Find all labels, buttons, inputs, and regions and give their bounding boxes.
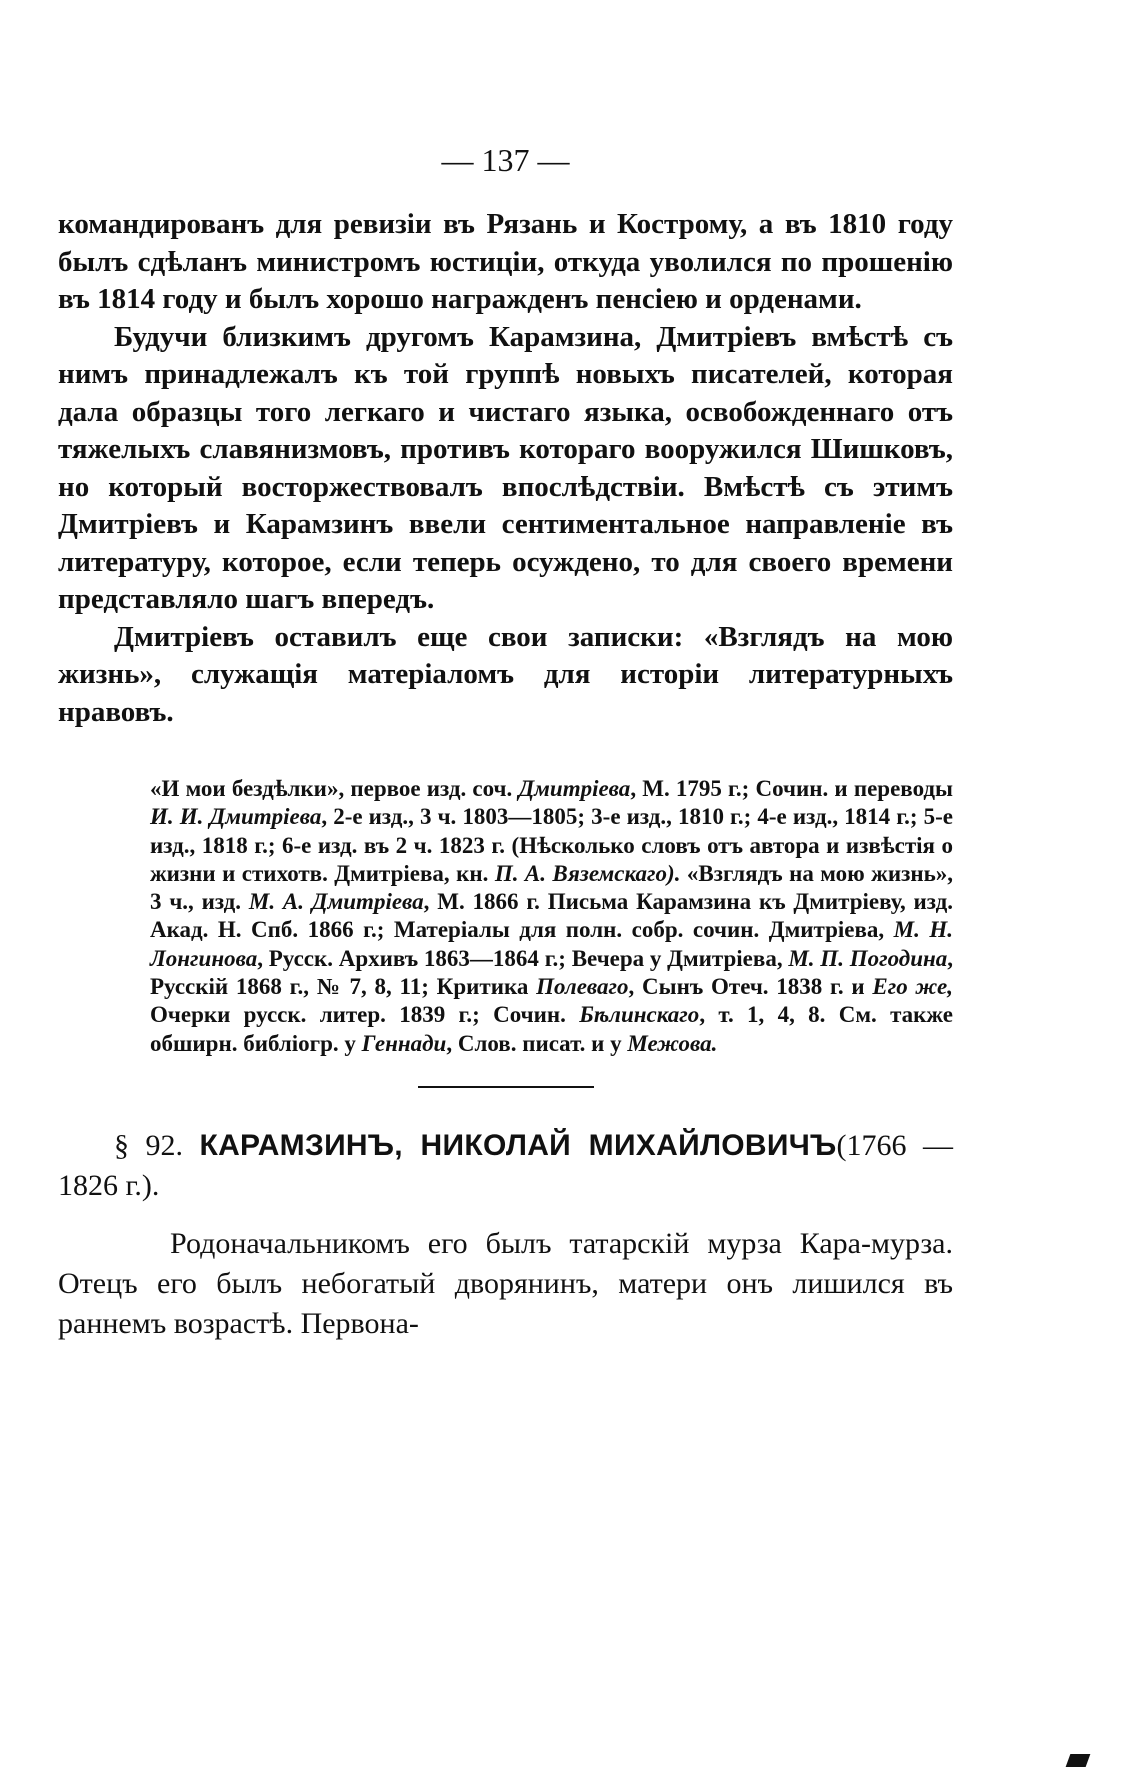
- note-segment: , Русскій 1868 г., № 7, 8, 11; Критика: [150, 945, 954, 1000]
- note-segment: , М. 1795 г.; Сочин. и переводы: [630, 776, 953, 801]
- book-page: [58, 140, 953, 1344]
- note-segment: «Взглядъ на мою жизнь», 3 ч., изд.: [150, 860, 953, 915]
- note-segment-italic: Полеваго: [536, 974, 629, 1000]
- note-segment: , М. 1866 г. Письма Карамзина къ Дмитріеву, изд. Акад. Н. Спб. 1866 г.; Матеріалы для полн. собр. сочин. Дмитріева,: [150, 889, 953, 943]
- note-segment-italic: П. А. Вяземскаго).: [494, 860, 681, 886]
- ink-blot-mark: [1066, 1754, 1091, 1767]
- note-segment-italic: Геннади: [361, 1030, 447, 1056]
- note-segment-italic: И. И. Дмитріева: [150, 804, 322, 830]
- note-segment-italic: М. П. Погодина: [788, 945, 948, 971]
- bibliography-note: [150, 775, 953, 1058]
- section-years: (1766 — 1826 г.).: [58, 1128, 954, 1202]
- note-segment: «И мои бездѣлки», первое изд. соч.: [150, 776, 519, 801]
- section-divider: [418, 1086, 594, 1088]
- page-number: — 137 —: [441, 142, 570, 178]
- note-segment: , 2-е изд., 3 ч. 1803—1805; 3-е изд., 1810 г.; 4-е изд., 1814 г.; 5-е изд., 1818 г.; 6-е изд. въ 2 ч. 1823 г. (Нѣсколько словъ отъ автора и извѣстія о жизни и стихотв. Дмитріева, кн.: [150, 804, 954, 886]
- section-title: КАРАМЗИНЪ, НИКОЛАЙ МИХАЙЛОВИЧЪ: [199, 1128, 837, 1162]
- note-segment-italic: М. А. Дмитріева: [248, 889, 424, 915]
- section-number: § 92.: [114, 1128, 183, 1162]
- note-segment: , Сынъ Отеч. 1838 г. и: [628, 974, 873, 1000]
- note-segment: Очерки русск. литер. 1839 г.; Сочин.: [150, 1002, 580, 1028]
- paragraph-2: Будучи близкимъ другомъ Карамзина, Дмитріевъ вмѣстѣ съ нимъ принадлежалъ къ той группѣ новыхъ писателей, которая дала образцы того легкаго и чистаго языка, освобожденнаго отъ тяжелыхъ славянизмовъ, противъ котораго вооружился Шишковъ, но который восторжествовалъ впослѣдствіи. Вмѣстѣ съ этимъ Дмитріевъ и Карамзинъ ввели сентиментальное направленіе въ литературу, которое, если теперь осуждено, то для своего времени представляло шагъ впередъ.: [58, 320, 953, 615]
- note-segment-italic: М. Н. Лонгинова: [150, 917, 953, 971]
- note-segment: , т. 1, 4, 8. См. также обширн. библіогр. у: [150, 1002, 953, 1056]
- note-segment-italic: Дмитріева: [518, 776, 631, 801]
- note-segment: , Русск. Архивъ 1863—1864 г.; Вечера у Дмитріева,: [257, 945, 789, 971]
- note-segment-italic: Его же,: [872, 974, 953, 1000]
- note-segment-italic: Бѣлинскаго: [579, 1002, 700, 1028]
- section-heading: [58, 1126, 953, 1206]
- section-paragraph: Родоначальникомъ его былъ татарскій мурза Кара-мурза. Отецъ его былъ небогатый дворянинъ, матери онъ лишился въ раннемъ возрастѣ. Первона-: [58, 1226, 953, 1340]
- paragraph-3: Дмитріевъ оставилъ еще свои записки: «Взглядъ на мою жизнь», служащія матеріаломъ для исторіи литературныхъ нравовъ.: [58, 620, 953, 728]
- paragraph-1: командированъ для ревизіи въ Рязань и Кострому, а въ 1810 году былъ сдѣланъ министромъ юстиціи, откуда уволился по прошенію въ 1814 году и былъ хорошо награжденъ пенсіею и орденами.: [58, 208, 953, 315]
- note-segment: , Слов. писат. и у: [446, 1030, 628, 1056]
- note-segment-italic: Межова.: [627, 1030, 718, 1056]
